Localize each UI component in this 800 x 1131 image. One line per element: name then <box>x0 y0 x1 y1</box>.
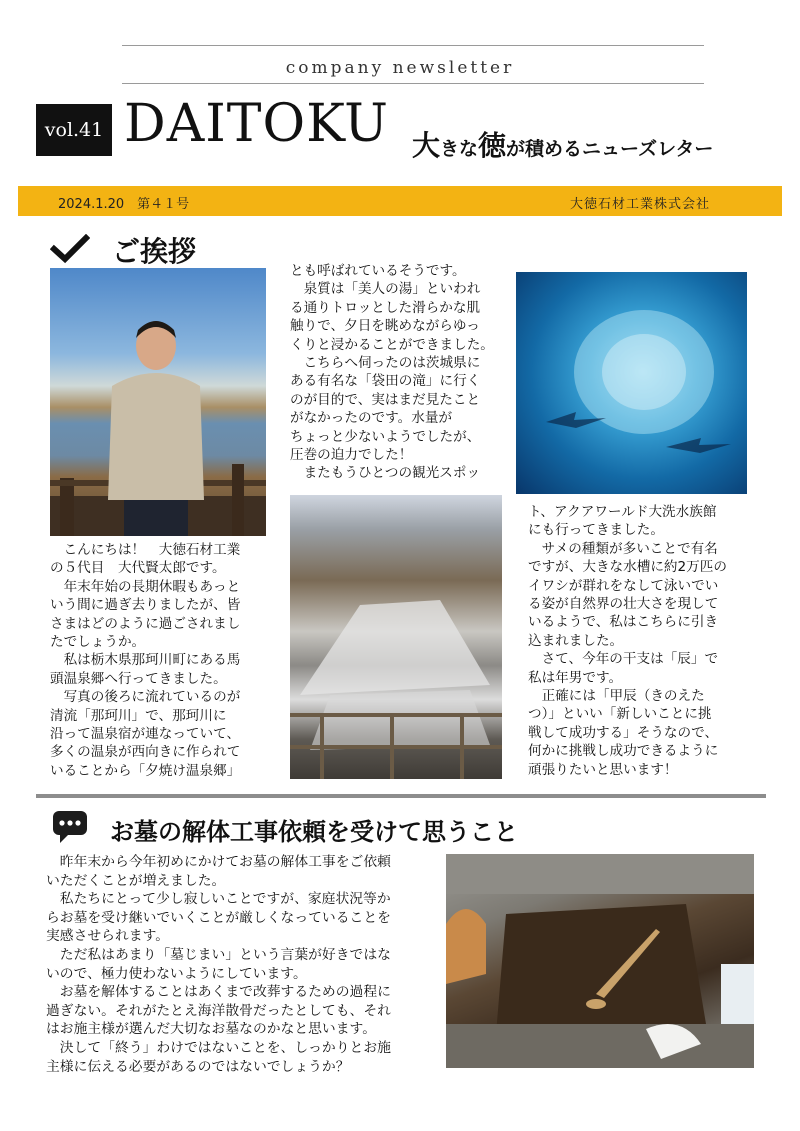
greeting-column-2: とも呼ばれているそうです。 泉質は「美人の湯」といわれ る通りトロッとした滑らかな肌 触りで、夕日を眺めながらゆっ くりと浸かることができました。 こちらへ伺ったのは茨城県に ある有名な「袋田の滝」に行く のが目的で、実はまだ見たこと がなかったのです。水量が ちょっと少ないようでしたが、 圧巻の迫力でした！ またもうひとつの観光スポッ <box>290 263 494 482</box>
photo-fukuroda-falls <box>290 495 502 779</box>
top-rule <box>122 45 704 46</box>
tagline-big-2: 徳 <box>478 129 507 162</box>
photo-person-riverside <box>50 268 266 536</box>
greeting-title: ご挨拶 <box>112 235 197 268</box>
aquarium-illustration <box>516 272 747 494</box>
greeting-column-1: こんにちは！ 大徳石材工業 の５代目 大代賢太郎です。 年末年始の長期休暇もあっと いう間に過ぎ去りましたが、皆 さまはどのように過ごされまし たでしょうか。 私は栃木県那珂川町にある馬 頭温泉郷へ行ってきました。 写真の後ろに流れているのが 清流「那珂川」で、那珂川に 沿って温泉宿が連なっていて、 多くの温泉が西向きに作られて いることから「夕焼け温泉郷」 <box>50 542 241 779</box>
company-name: 大徳石材工業株式会社 <box>570 197 711 212</box>
tagline <box>412 124 713 164</box>
check-icon <box>50 234 90 264</box>
volume-badge: vol.41 <box>36 104 112 156</box>
greeting-column-3: ト、アクアワールド大洗水族館 にも行ってきました。 サメの種類が多いことで有名 ですが、大きな水槽に約2万匹の イワシが群れをなして泳いでい る姿が自然界の壮大さを現して いるようで、私はこちらに引き 込まれました。 さて、今年の干支は「辰」で 私は年男です。 正確には「甲辰（きのえた つ）」といい「新しいことに挑 戦して成功する」そうなので、 何かに挑戦し成功できるように 頑張りたいと思います！ <box>528 504 727 778</box>
grave-section-title: お墓の解体工事依頼を受けて思うこと <box>110 817 518 846</box>
tagline-big-1: 大 <box>412 129 441 162</box>
falls-illustration <box>290 495 502 779</box>
grave-illustration <box>446 854 754 1068</box>
brand-title: DAITOKU <box>124 94 389 154</box>
section-divider <box>36 794 766 798</box>
tagline-small-1: きな <box>440 138 479 160</box>
newsletter-kicker: company newsletter <box>285 58 515 78</box>
kicker-rule <box>122 83 704 84</box>
person-illustration <box>50 268 266 536</box>
grave-body-text: 昨年末から今年初めにかけてお墓の解体工事をご依頼 いただくことが増えました。 私たちにとって少し寂しいことですが、家庭状況等か らお墓を受け継いでいくことが厳しくなっていることを 実感させられます。 ただ私はあまり「墓じまい」という言葉が好きではな いので、極力使わないようにしています。 お墓を解体することはあくまで改葬するための過程に 過ぎない。それがたとえ海洋散骨だったとしても、それ はお施主様が選んだ大切なお墓なのかなと思います。 決して「終う」わけではないことを、しっかりとお施 主様に伝える必要があるのではないでしょうか？ <box>46 854 391 1075</box>
tagline-small-2: が積めるニューズレター <box>506 138 714 160</box>
photo-aquarium-sardines <box>516 272 747 494</box>
speech-bubble-icon <box>52 810 88 844</box>
photo-grave-demolition <box>446 854 754 1068</box>
issue-date: 2024.1.20 第４１号 <box>58 197 190 212</box>
